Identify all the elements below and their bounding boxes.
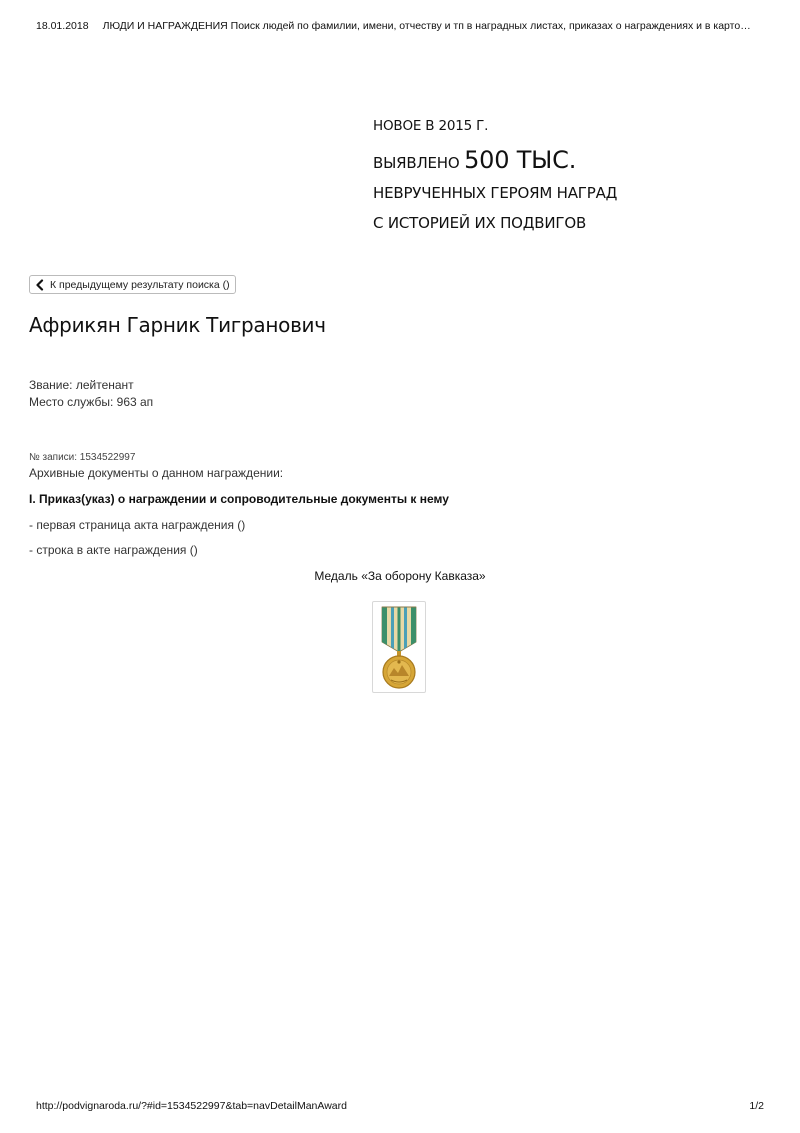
chevron-left-icon xyxy=(34,279,46,291)
back-to-search-button[interactable] xyxy=(29,275,236,294)
promo-banner[interactable] xyxy=(373,118,617,232)
print-header xyxy=(36,20,768,32)
person-name: Африкян Гарник Тигранович xyxy=(29,313,326,337)
medal-image[interactable] xyxy=(372,601,426,693)
person-rank: Звание: лейтенант xyxy=(29,378,134,392)
print-date: 18.01.2018 xyxy=(36,20,89,32)
award-act-row-link[interactable]: - строка в акте награждения () xyxy=(29,543,198,557)
order-title: I. Приказ(указ) о награждении и сопроводительные документы к нему xyxy=(29,492,449,506)
person-info xyxy=(29,377,153,411)
promo-line-found xyxy=(373,146,617,174)
promo-found-count: 500 ТЫС. xyxy=(464,146,577,174)
promo-line-new: НОВОЕ В 2015 Г. xyxy=(373,118,489,134)
promo-line-awards: НЕВРУЧЕННЫХ ГЕРОЯМ НАГРАД xyxy=(373,184,618,202)
archive-documents-title: Архивные документы о данном награждении: xyxy=(29,466,284,480)
back-to-search-label: К предыдущему результату поиска () xyxy=(50,278,230,291)
medal-icon xyxy=(373,602,425,692)
print-page-title: ЛЮДИ И НАГРАЖДЕНИЯ Поиск людей по фамилии, имени, отчеству и тп в наградных листах, приказах о награждениях и в карто… xyxy=(102,20,751,32)
promo-line-history: С ИСТОРИЕЙ ИХ ПОДВИГОВ xyxy=(373,214,587,232)
award-act-first-page-link[interactable]: - первая страница акта награждения () xyxy=(29,518,246,532)
print-footer-url: http://podvignaroda.ru/?#id=1534522997&tab=navDetailManAward xyxy=(36,1100,347,1112)
record-number: № записи: 1534522997 xyxy=(29,452,136,463)
person-service-place: Место службы: 963 ап xyxy=(29,395,154,409)
award-name: Медаль «За оборону Кавказа» xyxy=(314,569,486,583)
promo-found-prefix: ВЫЯВЛЕНО xyxy=(373,154,460,172)
print-page-number: 1/2 xyxy=(749,1100,764,1112)
